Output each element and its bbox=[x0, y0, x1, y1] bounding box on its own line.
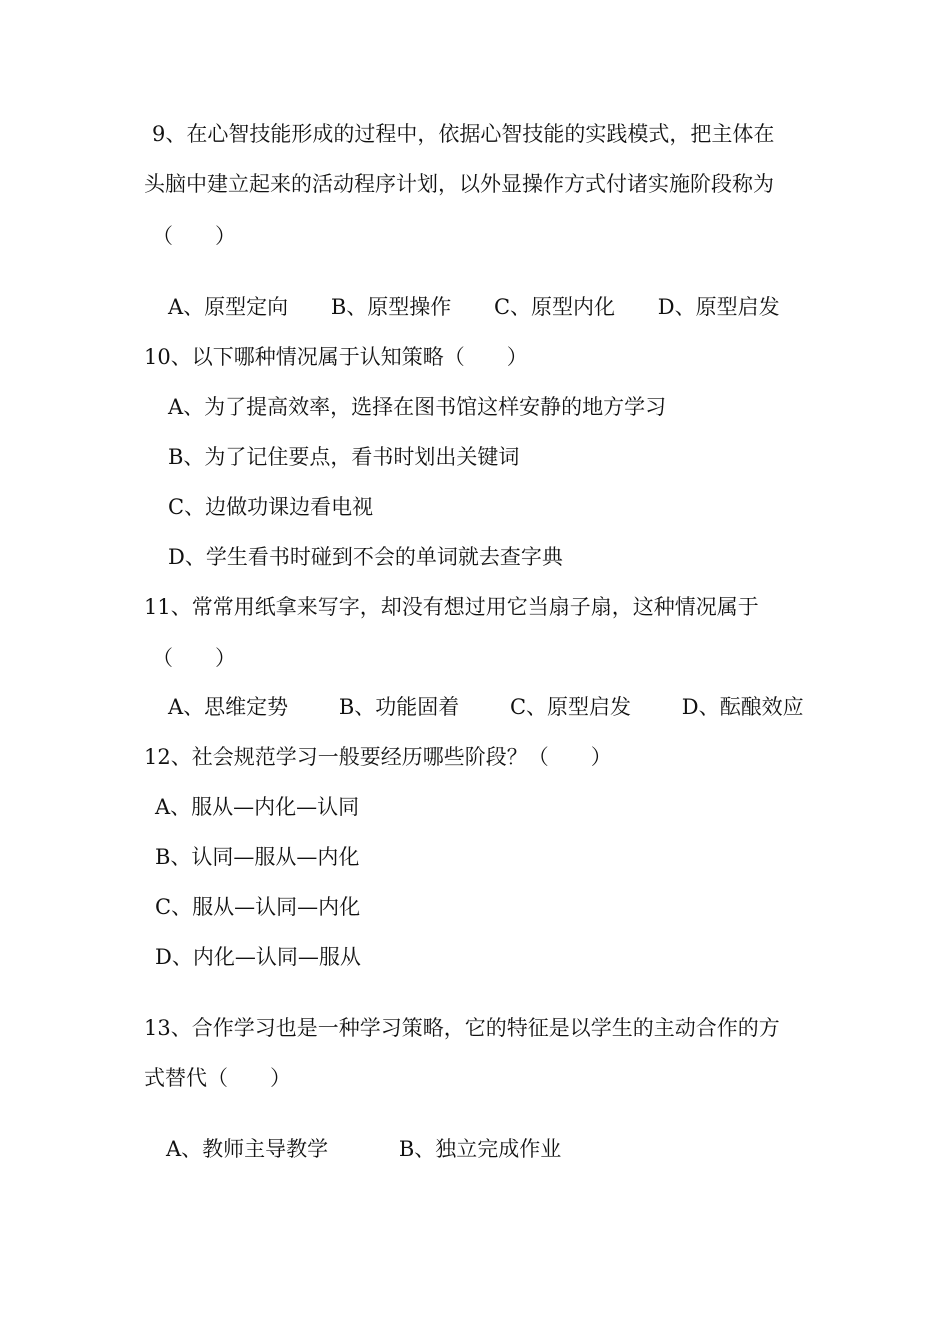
question-12-option-a: A、服从—内化—认同 bbox=[155, 795, 360, 819]
question-9-option-a: A、原型定向 bbox=[168, 295, 289, 319]
question-12-option-d: D、内化—认同—服从 bbox=[155, 945, 361, 969]
question-9-option-b: B、原型操作 bbox=[330, 295, 452, 319]
question-11-option-c: C、原型启发 bbox=[509, 695, 632, 719]
question-13-options bbox=[166, 1134, 561, 1164]
question-13-stem-line-2: 式替代（ ） bbox=[144, 1066, 291, 1090]
question-10-option-a: A、为了提高效率，选择在图书馆这样安静的地方学习 bbox=[168, 395, 667, 419]
question-9-option-d: D、原型启发 bbox=[657, 295, 780, 319]
question-13-option-a: A、教师主导教学 bbox=[166, 1137, 329, 1161]
question-9-options bbox=[168, 292, 780, 322]
question-10-option-d: D、学生看书时碰到不会的单词就去查字典 bbox=[168, 545, 563, 569]
question-12-stem: 12、社会规范学习一般要经历哪些阶段？（ ） bbox=[144, 745, 612, 769]
question-13-stem-line-1: 13、合作学习也是一种学习策略，它的特征是以学生的主动合作的方 bbox=[144, 1016, 780, 1040]
question-9-answer-blank: （ ） bbox=[152, 224, 236, 248]
question-9-option-c: C、原型内化 bbox=[493, 295, 616, 319]
question-9-stem-line-2: 头脑中建立起来的活动程序计划，以外显操作方式付诸实施阶段称为 bbox=[144, 172, 774, 196]
question-11-option-a: A、思维定势 bbox=[168, 695, 289, 719]
question-11-option-d: D、酝酿效应 bbox=[681, 695, 804, 719]
question-10-option-b: B、为了记住要点，看书时划出关键词 bbox=[168, 445, 520, 469]
question-12-option-c: C、服从—认同—内化 bbox=[155, 895, 361, 919]
question-10-stem: 10、以下哪种情况属于认知策略（ ） bbox=[144, 345, 528, 369]
question-11-options bbox=[168, 692, 804, 722]
question-10-option-c: C、边做功课边看电视 bbox=[168, 495, 374, 519]
question-11-stem-line-1: 11、常常用纸拿来写字，却没有想过用它当扇子扇，这种情况属于 bbox=[144, 595, 759, 619]
question-9-stem-line-1: 9、在心智技能形成的过程中，依据心智技能的实践模式，把主体在 bbox=[152, 122, 775, 146]
question-13-option-b: B、独立完成作业 bbox=[398, 1137, 562, 1161]
question-12-option-b: B、认同—服从—内化 bbox=[155, 845, 360, 869]
question-11-option-b: B、功能固着 bbox=[338, 695, 460, 719]
question-11-answer-blank: （ ） bbox=[152, 646, 236, 670]
